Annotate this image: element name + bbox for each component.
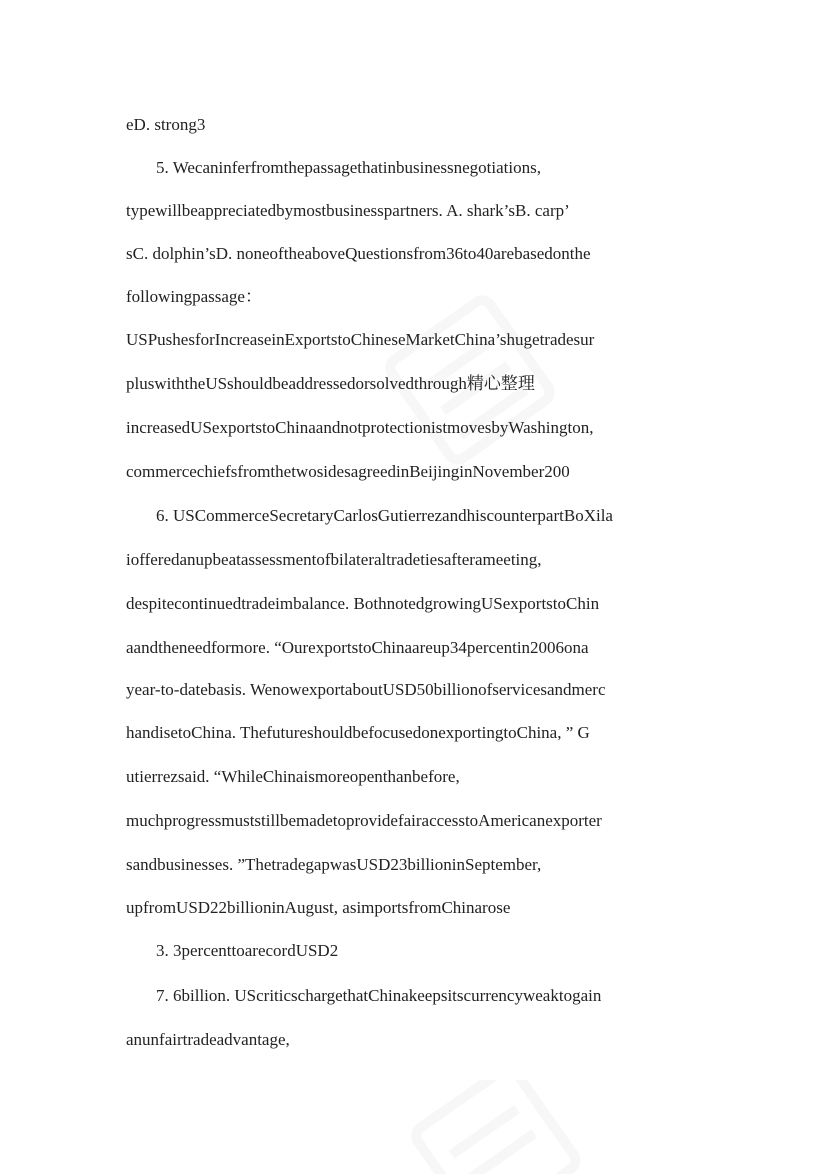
text-line-17: muchprogressmuststillbemadetoprovidefairaccesstoAmericanexporter <box>126 811 602 830</box>
text-line-12: despitecontinuedtradeimbalance. BothnotedgrowingUSexportstoChin <box>126 594 600 613</box>
text-line-9: commercechiefsfromthetwosidesagreedinBeijinginNovember200 <box>126 462 570 481</box>
text-line-13: aandtheneedformore. “OurexportstoChinaareup34percentin2006ona <box>126 638 589 657</box>
text-line-19: upfromUSD22billioninAugust, asimportsfromChinarose <box>126 898 511 917</box>
text-line-10: 6. USCommerceSecretaryCarlosGutierrezandhiscounterpartBoXila <box>156 506 613 525</box>
text-line-21: 7. 6billion. UScriticschargethatChinakeepsitscurrencyweaktogain <box>156 986 602 1005</box>
text-line-1: eD. strong3 <box>126 115 206 134</box>
text-line-15: handisetoChina. ThefutureshouldbefocusedonexportingtoChina, ” G <box>126 723 590 742</box>
text-line-16: utierrezsaid. “WhileChinaismoreopenthanbefore, <box>126 767 460 786</box>
text-line-6: USPushesforIncreaseinExportstoChineseMarketChina’shugetradesur <box>126 330 595 349</box>
text-line-3: typewillbeappreciatedbymostbusinesspartners. A. shark’sB. carp’ <box>126 201 570 220</box>
text-line-18: sandbusinesses. ”ThetradegapwasUSD23billioninSeptember, <box>126 855 542 874</box>
text-line-22: anunfairtradeadvantage, <box>126 1030 290 1049</box>
text-line-7: pluswiththeUSshouldbeaddressedorsolvedthrough精心整理 <box>126 374 535 393</box>
text-line-14: year-to-datebasis. WenowexportaboutUSD50billionofservicesandmerc <box>126 680 606 699</box>
watermark-logo-lower <box>400 1080 580 1174</box>
text-line-4: sC. dolphin’sD. noneoftheaboveQuestionsfrom36to40arebasedonthe <box>126 244 591 263</box>
text-line-8: increasedUSexportstoChinaandnotprotectionistmovesbyWashington, <box>126 418 594 437</box>
text-line-11: iofferedanupbeatassessmentofbilateraltradetiesafterameeting, <box>126 550 542 569</box>
text-line-2: 5. Wecaninferfromthepassagethatinbusinessnegotiations, <box>156 158 541 177</box>
text-line-20: 3. 3percenttoarecordUSD2 <box>156 941 339 960</box>
text-line-5: followingpassage： <box>126 287 262 306</box>
